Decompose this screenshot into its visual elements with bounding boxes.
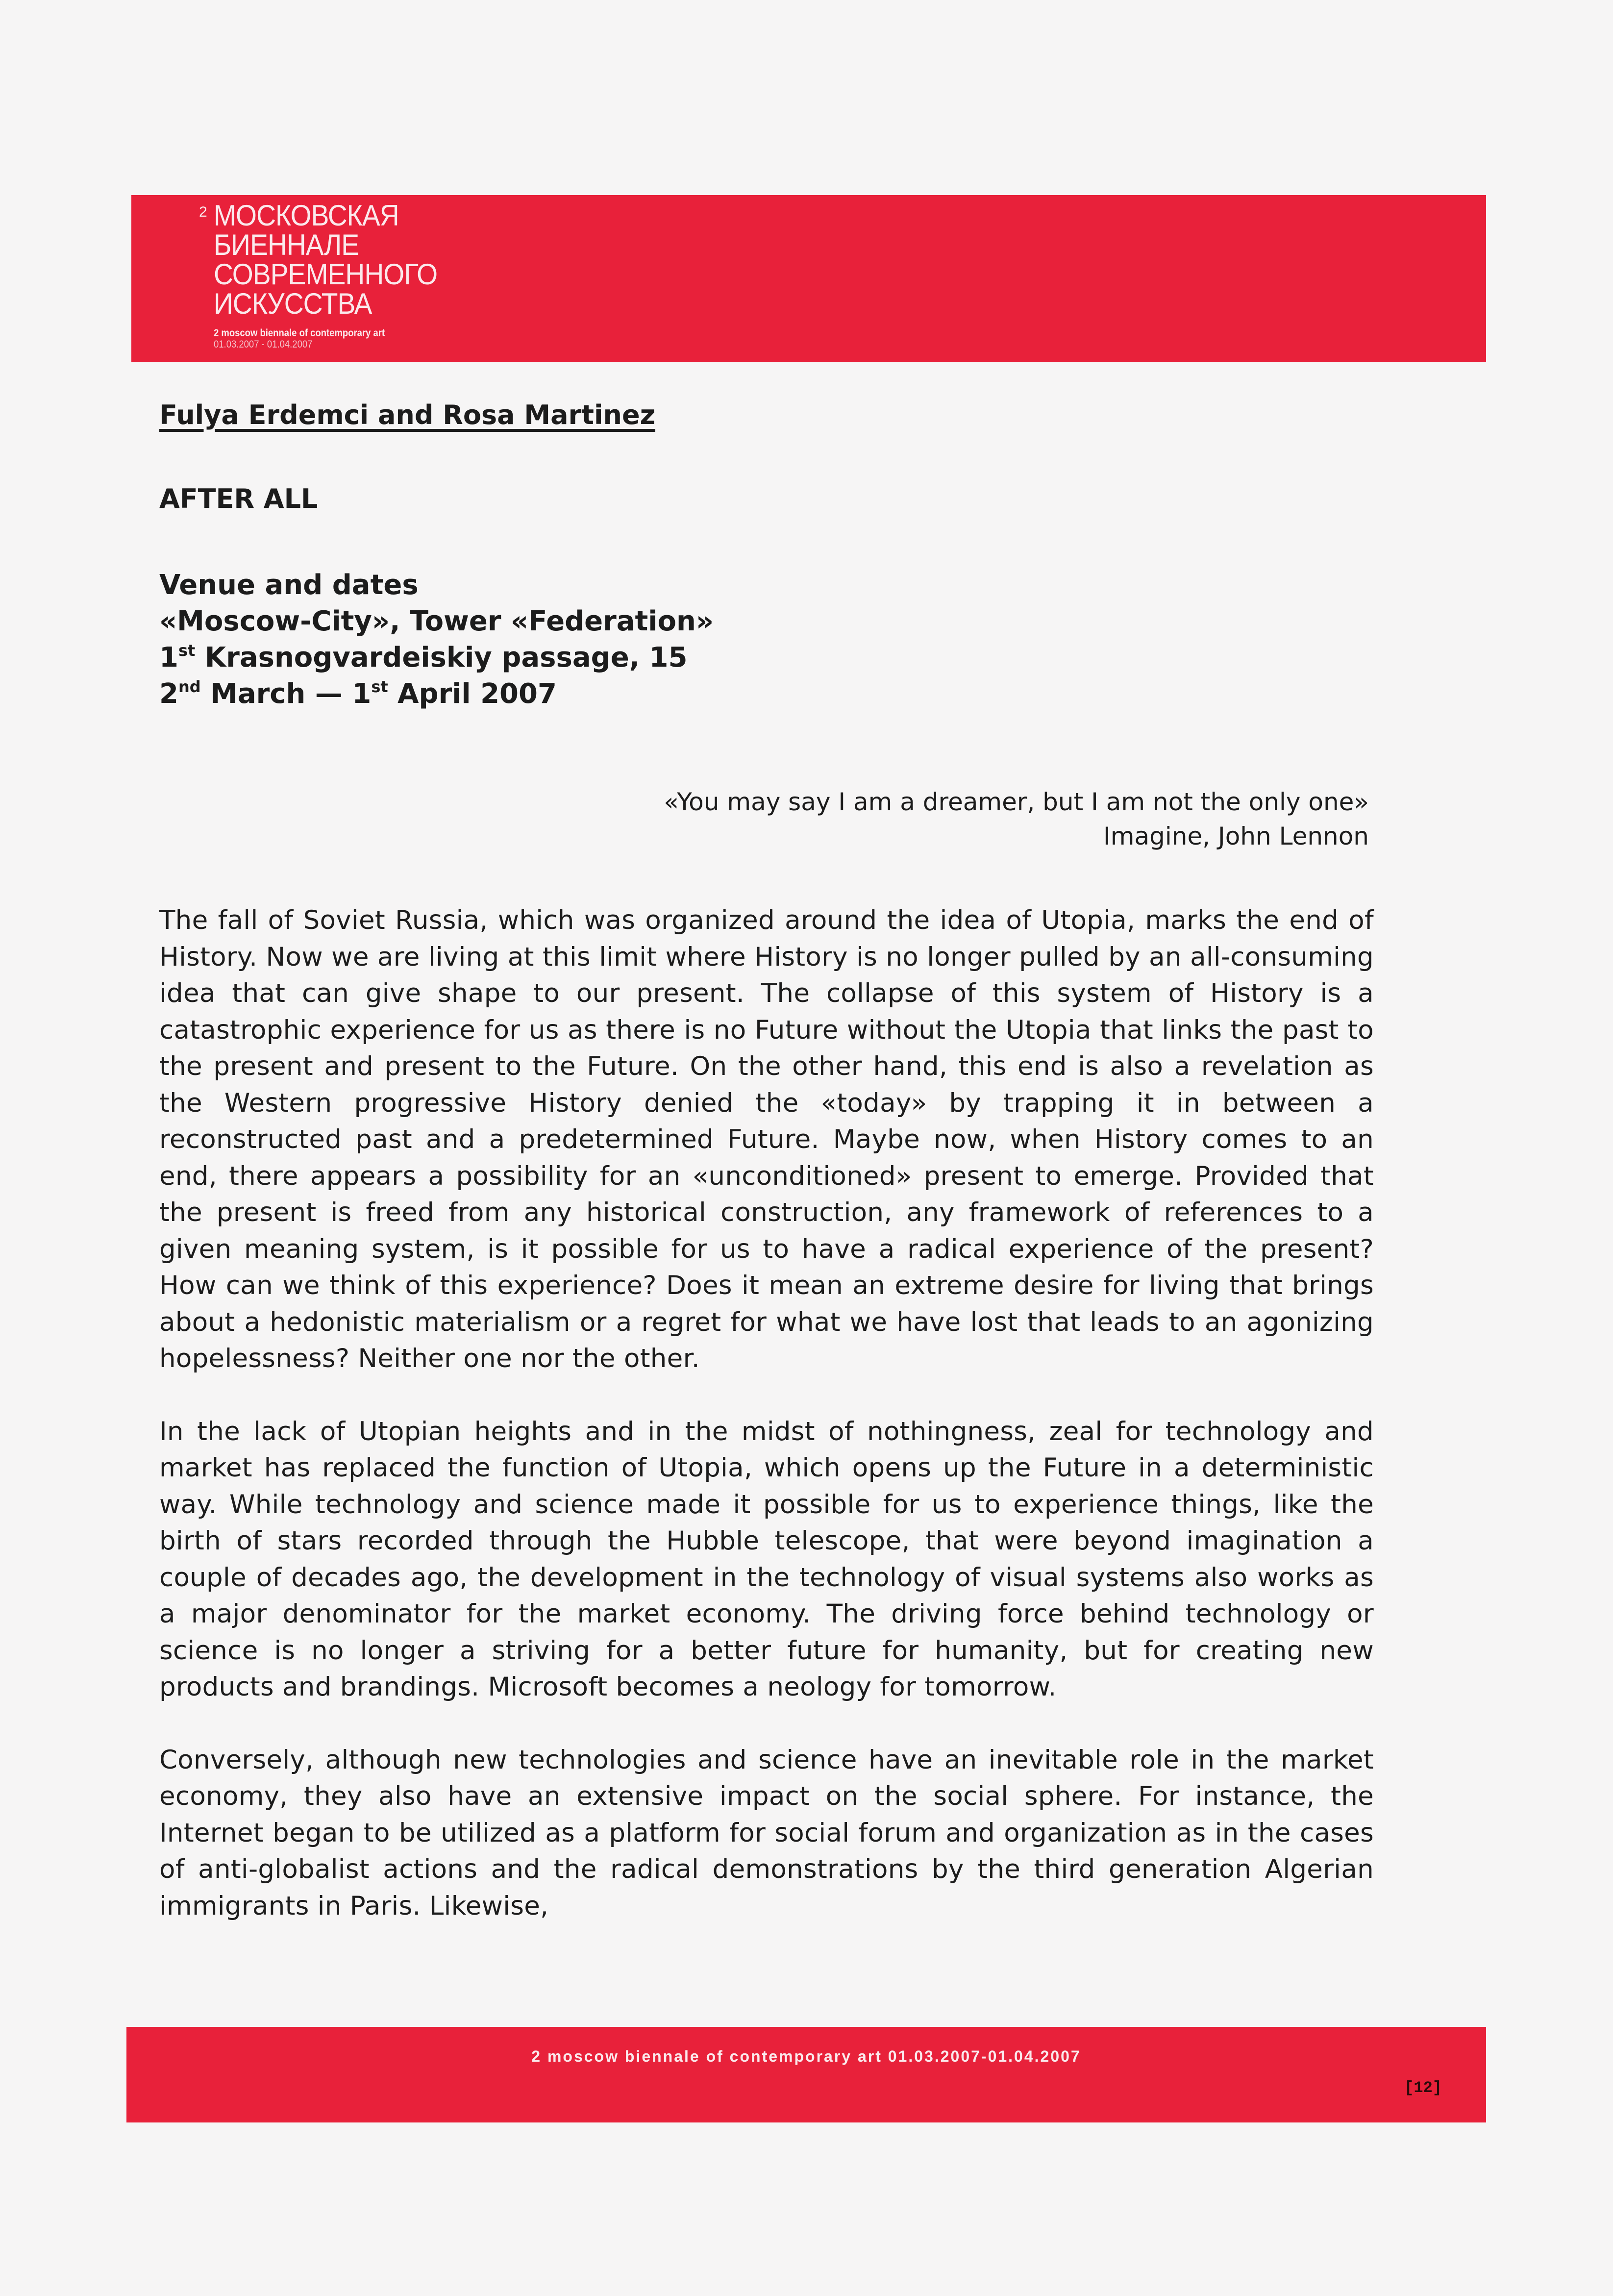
page-number: [12] [1404,2079,1442,2097]
venue-heading: Venue and dates [159,569,419,601]
document-body [159,399,1374,1924]
epigraph [159,785,1374,853]
venue-location: «Moscow-City», Tower «Federation» [159,605,714,637]
paragraph-1: The fall of Soviet Russia, which was organized around the idea of Utopia, marks the end of History. Now we are living at this limit where History is no longer pulled by an all-consuming idea that can give shape to our present. The collapse of this system of History is a catastrophic experience for us as there is no Future without the Utopia that links the past to the present and present to the Future. On the other hand, this end is also a revelation as the Western progressive History denied the «today» by trapping it in between a reconstructed past and a predetermined Future. Maybe now, when History comes to an end, there appears a possibility for an «unconditioned» present to emerge. Provided that the present is freed from any historical construction, any framework of references to a given meaning system, is it possible for us to have a radical experience of the present? How can we think of this experience? Does it mean an extreme desire for living that brings about a hedonistic materialism or a regret for what we have lost that leads to an agonizing hopelessness? Neither one nor the other. [159,905,1374,1373]
venue-block [159,567,1374,712]
venue-dates: 2nd March — 1st April 2007 [159,677,557,710]
authors: Fulya Erdemci and Rosa Martinez [159,399,655,430]
logo-ru-line-1: МОСКОВСКАЯ [214,199,399,232]
footer-text: 2 moscow biennale of contemporary art 01.03.2007-01.04.2007 [531,2047,1081,2065]
logo-ru-line-2: БИЕННАЛЕ [214,228,359,261]
biennale-logo [199,199,457,350]
venue-address: 1st Krasnogvardeiskiy passage, 15 [159,641,688,674]
logo-dates: 01.03.2007 - 01.04.2007 [214,339,313,350]
epigraph-source: Imagine, John Lennon [1103,822,1369,850]
logo-ru-line-3: СОВРЕМЕННОГО [214,258,438,291]
paragraph-3: Conversely, although new technologies and science have an inevitable role in the market economy, they also have an extensive impact on the social sphere. For instance, the Internet began to be utilized as a platform for social forum and organization as in the cases of anti-globalist actions and the radical demonstrations by the third generation Algerian immigrants in Paris. Likewise, [159,1745,1374,1921]
logo-number: 2 [199,204,207,220]
logo-english-subtitle: 2 moscow biennale of contemporary art [214,327,385,339]
document-title: AFTER ALL [159,483,318,514]
paragraph-2: In the lack of Utopian heights and in the midst of nothingness, zeal for technology and market has replaced the function of Utopia, which opens up the Future in a deterministic way. While technology and science made it possible for us to experience things, like the birth of stars recorded through the Hubble telescope, that were beyond imagination a couple of decades ago, the development in the technology of visual systems also works as a major denominator for the market economy. The driving force behind technology or science is no longer a striving for a better future for humanity, but for creating new products and brandings. Microsoft becomes a neology for tomorrow. [159,1416,1374,1702]
logo-ru-line-4: ИСКУССТВА [214,287,372,320]
header-band [131,195,1486,362]
footer-band [126,2027,1486,2122]
epigraph-quote: «You may say I am a dreamer, but I am not the only one» [664,788,1369,816]
